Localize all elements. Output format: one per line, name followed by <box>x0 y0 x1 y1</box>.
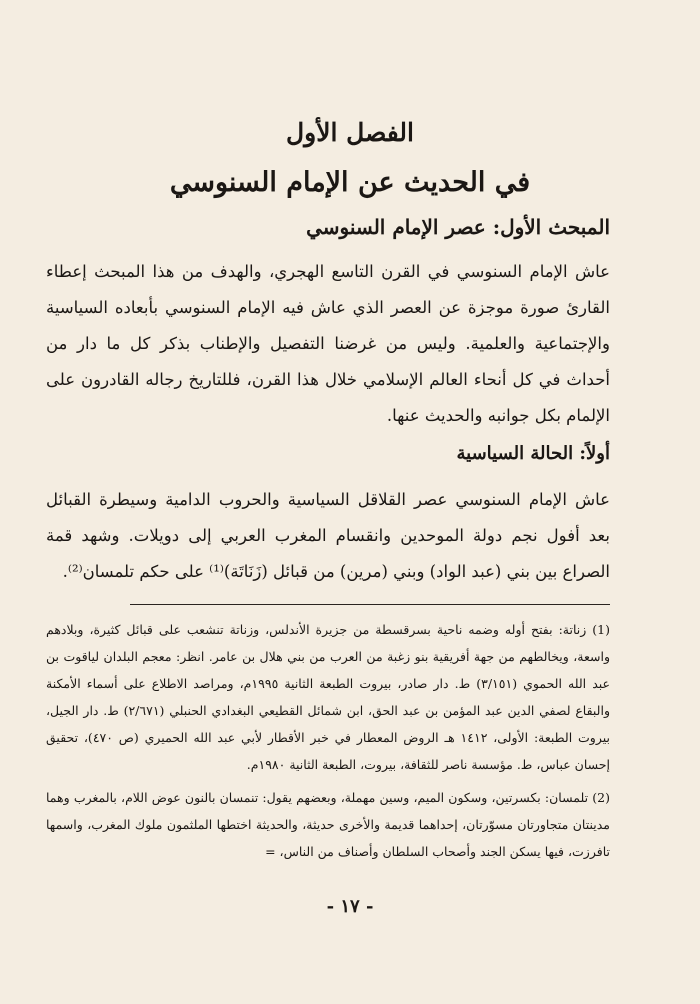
chapter-subtitle: في الحديث عن الإمام السنوسي <box>169 167 531 198</box>
footnote-1: (1) زناتة: بفتح أوله وضمه ناحية بسرقسطة من جزيرة الأندلس، وزناتة تنشعب على قبائل كثيرة، وبلادهم واسعة، ويخالطهم من جهة أفريقية بنو زغبة من العرب من بني هلال بن عامر. انظر: معجم البلدان لياقوت بن عبد الله الحموي (٣/١٥١) ط. دار صادر، بيروت الطبعة الثانية ١٩٩٥م، ومراصد الاطلاع على أسماء الأمكنة والبقاع لصفي الدين عبد المؤمن بن عبد الحق، ابن شمائل القطيعي البغدادي الحنبلي (٢/٦٧١) ط. دار الجيل، بيروت الطبعة: الأولى، ١٤١٢ هـ الروض المعطار في خبر الأقطار لأبي عبد الله الحميري (ص ٤٧٠)، تحقيق إحسان عباس، ط. مؤسسة ناصر للثقافة، بيروت، الطبعة الثانية ١٩٨٠م. <box>46 622 611 772</box>
footnotes <box>46 616 610 871</box>
footnote-2: (2) تلمسان: بكسرتين، وسكون الميم، وسين مهملة، وبعضهم يقول: تنمسان بالنون عوض اللام، بالمغرب وهما مدينتان متجاورتان مسوّرتان، إحداهما قديمة والأخرى حديثة، والحديثة اختطها الملثمون ملوك المغرب، واسمها تافرزت، فيها يسكن الجند وأصحاب السلطان وأصناف من الناس، = <box>46 790 610 859</box>
intro-paragraph: عاش الإمام السنوسي في القرن التاسع الهجري، والهدف من هذا المبحث إعطاء القارئ صورة موجزة عن العصر الذي عاش فيه الإمام السنوسي بأبعاده السياسية والإجتماعية والعلمية. وليس من غرضنا التفصيل والإطناب بذكر كل ما دار من أحداث في كل أنحاء العالم الإسلامي خلال هذا القرن، فللتاريخ رجاله القادرون على الإلمام بكل جوانبه والحديث عنها. <box>46 262 610 425</box>
page-number: - ١٧ - <box>326 896 374 917</box>
political-situation-heading: أولاً: الحالة السياسية <box>456 443 610 464</box>
section-heading: المبحث الأول: عصر الإمام السنوسي <box>306 215 610 239</box>
chapter-title: الفصل الأول <box>286 118 414 147</box>
political-paragraph: عاش الإمام السنوسي عصر القلاقل السياسية والحروب الدامية وسيطرة القبائل بعد أفول نجم دولة الموحدين وانقسام المغرب العربي إلى دويلات. وشهد قمة الصراع بين بني (عبد الواد) وبني (مرين) من قبائل (زَنَاتَة)⁽¹⁾ على حكم تلمسان⁽²⁾. <box>46 490 610 581</box>
footnote-divider <box>130 604 610 605</box>
